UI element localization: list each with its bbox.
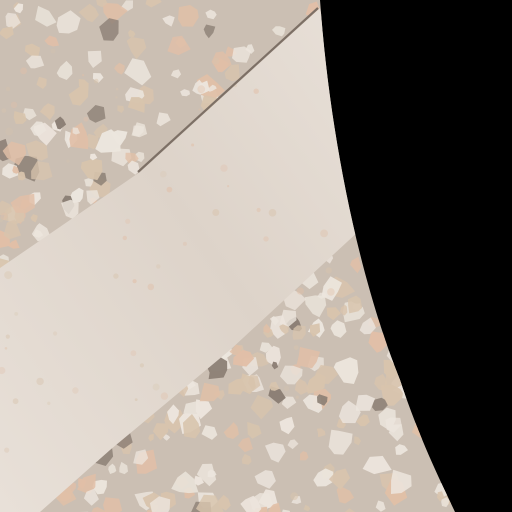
band-speck (160, 171, 167, 178)
terrazzo-chip (423, 403, 436, 413)
band-speck (66, 159, 69, 162)
band-speck (83, 117, 88, 122)
band-speck (250, 383, 254, 387)
band-speck (13, 398, 19, 404)
terrazzo-chip (441, 316, 458, 330)
band-speck (51, 49, 56, 54)
terrazzo-chip (442, 294, 462, 313)
band-speck (14, 312, 18, 316)
terrazzo-chip (410, 367, 417, 375)
band-speck (131, 350, 137, 356)
band-speck (161, 392, 168, 399)
band-speck (269, 209, 277, 217)
terrazzo-chip (449, 223, 473, 248)
terrazzo-chip (390, 253, 407, 270)
band-speck (94, 79, 99, 84)
band-speck (4, 271, 12, 279)
terrazzo-chip (453, 219, 458, 226)
band-speck (4, 448, 9, 453)
band-speck (6, 335, 10, 339)
band-speck (263, 236, 268, 241)
terrazzo-chip (436, 352, 446, 363)
band-speck (20, 67, 27, 74)
band-speck (254, 89, 259, 94)
terrazzo-chip (393, 305, 406, 318)
terrazzo-chip (423, 232, 430, 239)
band-speck (197, 85, 205, 93)
band-speck (212, 209, 219, 216)
terrazzo-chip (453, 358, 471, 376)
band-speck (327, 288, 335, 296)
terrazzo-chip (377, 217, 394, 230)
terrazzo-chip (414, 301, 424, 309)
band-speck (290, 492, 298, 500)
terrazzo-chip (384, 366, 406, 390)
band-speck (11, 102, 18, 109)
terrazzo-chip (456, 353, 480, 375)
band-speck (36, 378, 43, 385)
terrazzo-chip (438, 437, 453, 451)
band-speck (183, 242, 187, 246)
terrazzo-chip (459, 488, 471, 504)
terrazzo-chip (437, 355, 456, 374)
band-speck (284, 386, 289, 391)
band-speck (257, 208, 261, 212)
band-speck (297, 288, 304, 295)
terrazzo-chip (438, 306, 458, 324)
terrazzo-chip (437, 400, 456, 414)
band-speck (115, 96, 117, 98)
band-speck (82, 74, 84, 76)
terrazzo-chip (438, 401, 454, 415)
terrazzo-chip (455, 394, 469, 406)
band-speck (72, 387, 78, 393)
terrazzo-chip (434, 347, 455, 371)
band-speck (220, 164, 227, 171)
band-speck (148, 284, 155, 291)
band-speck (5, 128, 13, 136)
band-speck (5, 347, 8, 350)
terrazzo-chip (402, 381, 419, 400)
band-speck (213, 58, 220, 65)
terrazzo-chip (431, 387, 449, 403)
terrazzo-chip (448, 314, 466, 331)
band-speck (326, 267, 332, 273)
band-speck (198, 108, 200, 110)
band-speck (113, 273, 118, 278)
band-speck (47, 402, 50, 405)
terrazzo-chip (434, 231, 454, 252)
band-speck (2, 108, 7, 113)
terrazzo-chip (372, 282, 378, 289)
band-speck (153, 384, 160, 391)
terrazzo-chip (409, 289, 424, 305)
band-speck (320, 230, 328, 238)
terrazzo-chip (459, 400, 477, 423)
band-speck (135, 398, 138, 401)
terrazzo-chip (453, 446, 464, 457)
band-speck (156, 264, 160, 268)
terrazzo-chip (458, 317, 478, 338)
terrazzo-chip (427, 288, 444, 305)
terrazzo-chip (370, 215, 382, 228)
band-speck (227, 185, 229, 187)
band-speck (53, 331, 57, 335)
band-speck (123, 236, 127, 240)
terrazzo-chip (421, 262, 440, 283)
terrazzo-chip (414, 284, 435, 307)
terrazzo-chip (460, 251, 471, 261)
terrazzo-chip (447, 247, 457, 255)
terrazzo-chip (382, 240, 398, 255)
terrazzo-chip (392, 320, 403, 331)
band-speck (294, 345, 299, 350)
band-speck (191, 144, 194, 147)
band-speck (125, 219, 130, 224)
terrazzo-chip (371, 230, 393, 254)
terrazzo-chip (388, 217, 399, 229)
band-speck (167, 187, 173, 193)
band-speck (140, 363, 144, 367)
terrazzo-chip (389, 212, 412, 234)
band-speck (296, 396, 299, 399)
band-speck (0, 213, 7, 220)
band-speck (133, 279, 137, 283)
band-speck (116, 88, 119, 91)
terrazzo-chip (461, 450, 470, 456)
terrazzo-chip (441, 256, 463, 280)
band-speck (6, 87, 10, 91)
